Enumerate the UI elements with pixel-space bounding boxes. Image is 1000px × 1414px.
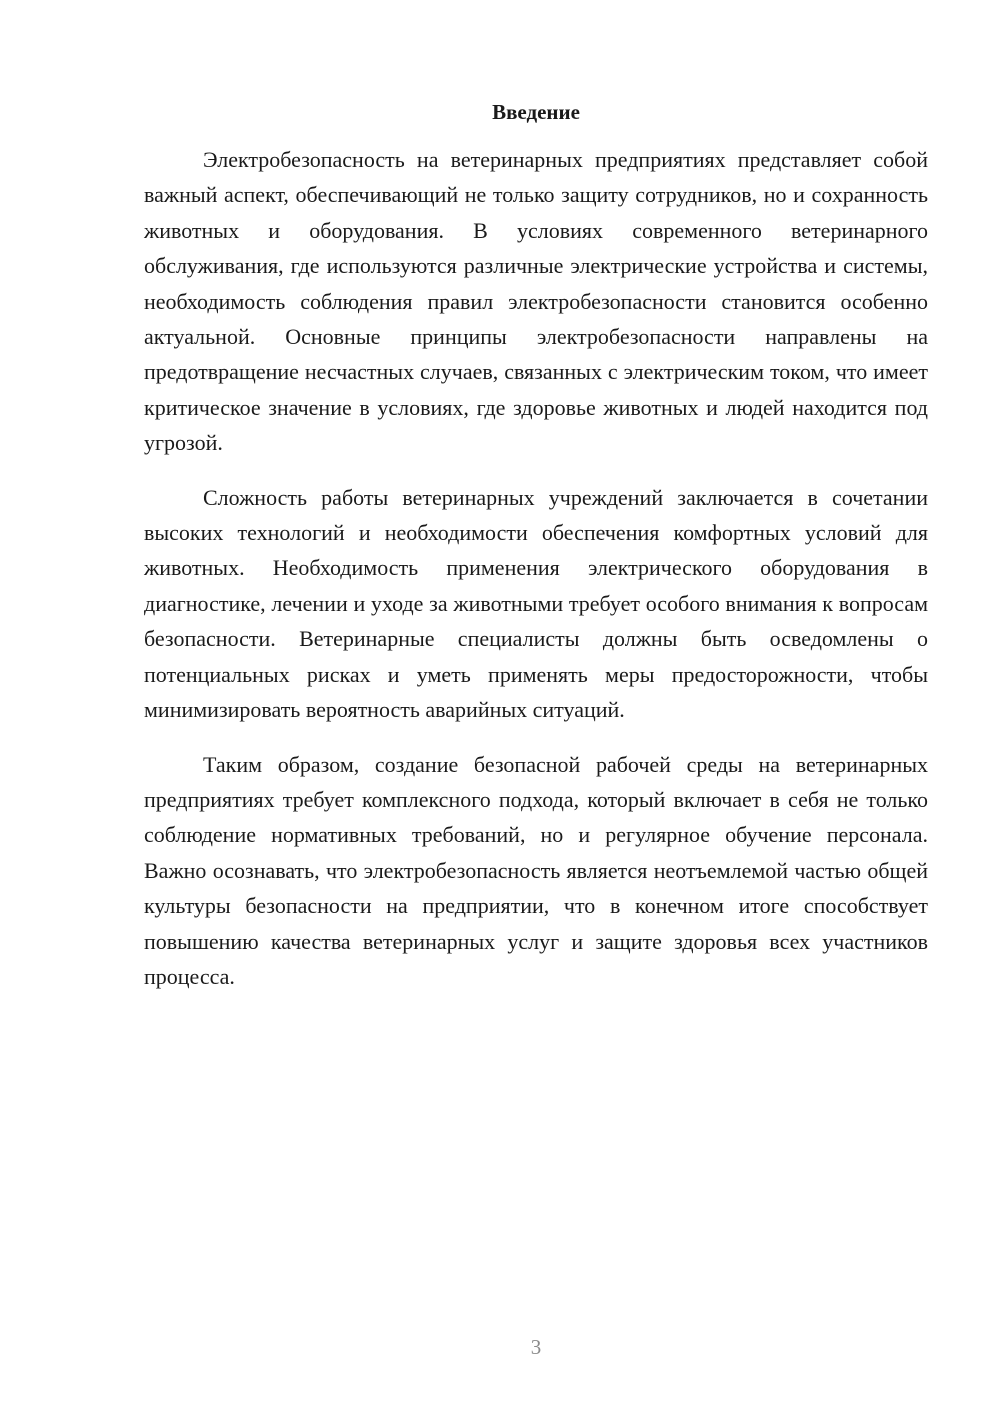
paragraph-1: Электробезопасность на ветеринарных предприятиях представляет собой важный аспект, обеспечивающий не только защиту сотрудников, но и сохранность животных и оборудования. В условиях современного ветеринарного обслуживания, где используются различные электрические устройства и системы, необходимость соблюдения правил электробезопасности становится особенно актуальной. Основные принципы электробезопасности направлены на предотвращение несчастных случаев, связанных с электрическим током, что имеет критическое значение в условиях, где здоровье животных и людей находится под угрозой. [144,147,928,456]
paragraph-2: Сложность работы ветеринарных учреждений заключается в сочетании высоких технологий и необходимости обеспечения комфортных условий для животных. Необходимость применения электрического оборудования в диагностике, лечении и уходе за животными требует особого внимания к вопросам безопасности. Ветеринарные специалисты должны быть осведомлены о потенциальных рисках и уметь применять меры предосторожности, чтобы минимизировать вероятность аварийных ситуаций. [144,484,928,723]
page-number: 3 [530,1335,542,1359]
paragraph-3: Таким образом, создание безопасной рабочей среды на ветеринарных предприятиях требует комплексного подхода, который включает в себя не только соблюдение нормативных требований, но и регулярное обучение персонала. Важно осознавать, что электробезопасность является неотъемлемой частью общей культуры безопасности на предприятии, что в конечном итоге способствует повышению качества ветеринарных услуг и защите здоровья всех участников процесса. [144,751,928,989]
body-text [144,142,928,1013]
section-title: Введение [492,100,580,124]
